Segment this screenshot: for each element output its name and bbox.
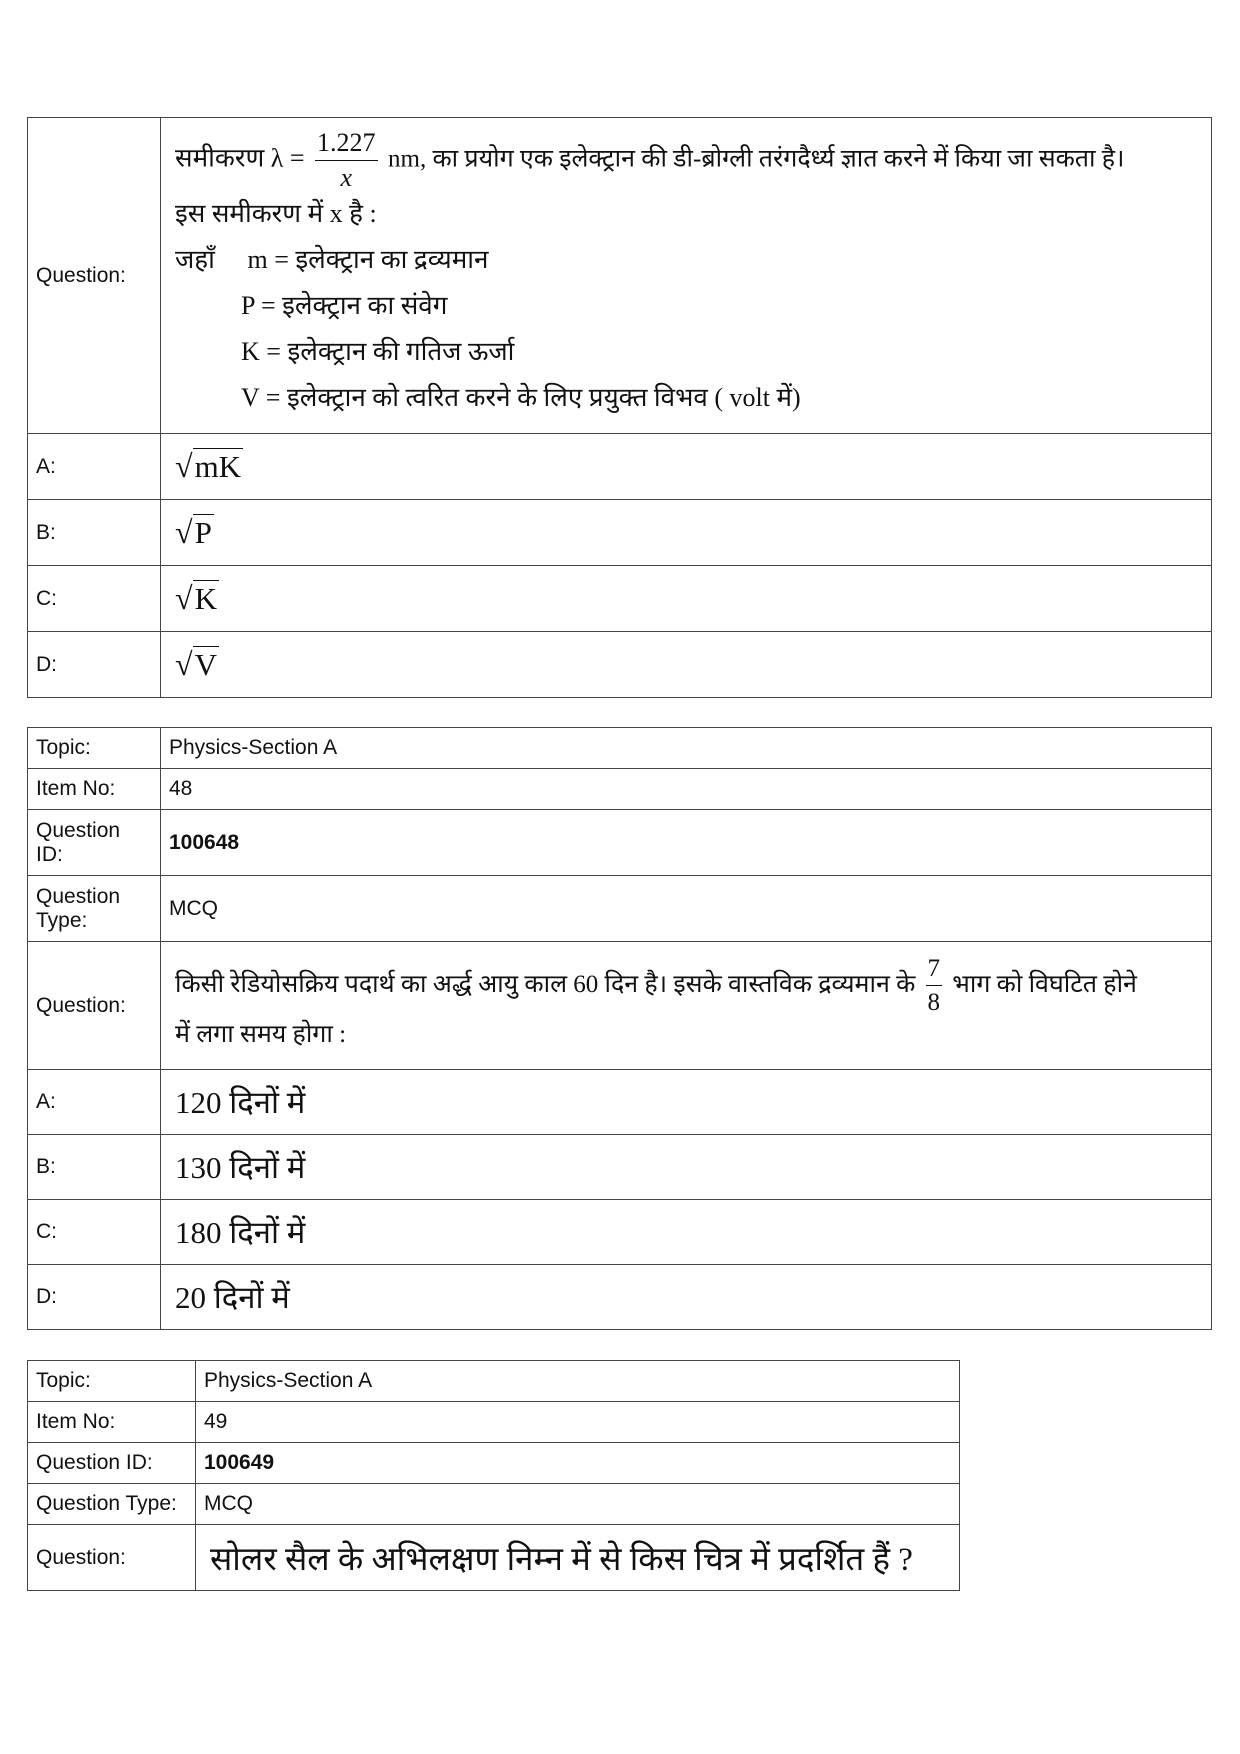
p-definition: P = इलेक्ट्रान का संवेग [241,291,448,320]
sqrt-icon: √ [175,580,193,616]
question-id-label: Question ID: [28,810,161,876]
topic-value: Physics-Section A [196,1361,960,1402]
question-id-number: 100648 [169,830,240,854]
question-id-number: 100649 [204,1451,275,1474]
k-definition: K = इलेक्ट्रान की गतिज ऊर्जा [241,337,515,366]
option-d-text: V [194,647,217,682]
sqrt-icon: √ [175,448,193,484]
question-label: Question: [28,118,161,434]
topic-label: Topic: [28,1361,196,1402]
question-label: Question: [28,1525,196,1591]
option-b-text: P [194,515,212,550]
question-text: सोलर सैल के अभिलक्षण निम्न में से किस चित्र में प्रदर्शित हैं ? [196,1525,960,1591]
question-48-table [27,727,1212,1330]
item-no-label: Item No: [28,769,161,810]
equation-after: nm, का प्रयोग एक इलेक्ट्रान की डी-ब्रोग्ली तरंगदैर्ध्य ज्ञात करने में किया जा सकता है। [388,145,1125,173]
question-49-table [27,1360,960,1591]
option-a-text: mK [194,449,242,484]
question-text-before: किसी रेडियोसक्रिय पदार्थ का अर्द्ध आयु काल 60 दिन है। इसके वास्तविक द्रव्यमान के [175,970,916,998]
sqrt-icon: √ [175,646,193,682]
question-id-value [161,810,1212,876]
question-47-table [27,117,1212,698]
equation-intro: समीकरण λ = [175,143,305,173]
question-line-2: में लगा समय होगा : [175,1021,347,1049]
m-definition: m = इलेक्ट्रान का द्रव्यमान [247,245,489,274]
question-type-value: MCQ [196,1484,960,1525]
item-no-label: Item No: [28,1402,196,1443]
option-c-label: C: [28,1200,161,1265]
question-type-label: Question Type: [28,1484,196,1525]
equation-fraction [315,130,378,191]
option-d: 20 दिनों में [161,1265,1212,1330]
fraction-denominator: 8 [927,989,941,1017]
topic-value: Physics-Section A [161,728,1212,769]
option-c: 180 दिनों में [161,1200,1212,1265]
question-id-value [196,1443,960,1484]
option-c-label: C: [28,566,161,632]
item-no-value: 49 [196,1402,960,1443]
where-label: जहाँ [175,245,215,274]
question-type-label: Question Type: [28,876,161,942]
question-text [161,118,1212,434]
option-a [161,434,1212,500]
option-b-label: B: [28,1135,161,1200]
option-a-label: A: [28,434,161,500]
option-a: 120 दिनों में [161,1070,1212,1135]
option-c-text: K [194,581,217,616]
v-definition: V = इलेक्ट्रान को त्वरित करने के लिए प्रयुक्त विभव ( volt में) [241,383,801,412]
option-a-label: A: [28,1070,161,1135]
question-id-label: Question ID: [28,1443,196,1484]
option-b: 130 दिनों में [161,1135,1212,1200]
option-d-label: D: [28,1265,161,1330]
question-text [161,942,1212,1070]
question-fraction [926,956,943,1015]
question-text-after: भाग को विघटित होने [952,970,1137,998]
topic-label: Topic: [28,728,161,769]
option-b-label: B: [28,500,161,566]
fraction-numerator: 1.227 [315,130,378,161]
option-c [161,566,1212,632]
item-no-value: 48 [161,769,1212,810]
option-b [161,500,1212,566]
option-d [161,632,1212,698]
question-type-value: MCQ [161,876,1212,942]
question-label: Question: [28,942,161,1070]
sqrt-icon: √ [175,514,193,550]
fraction-denominator: x [340,163,353,192]
option-d-label: D: [28,632,161,698]
fraction-numerator: 7 [926,956,943,986]
question-line-2: इस समीकरण में x है : [175,199,377,228]
